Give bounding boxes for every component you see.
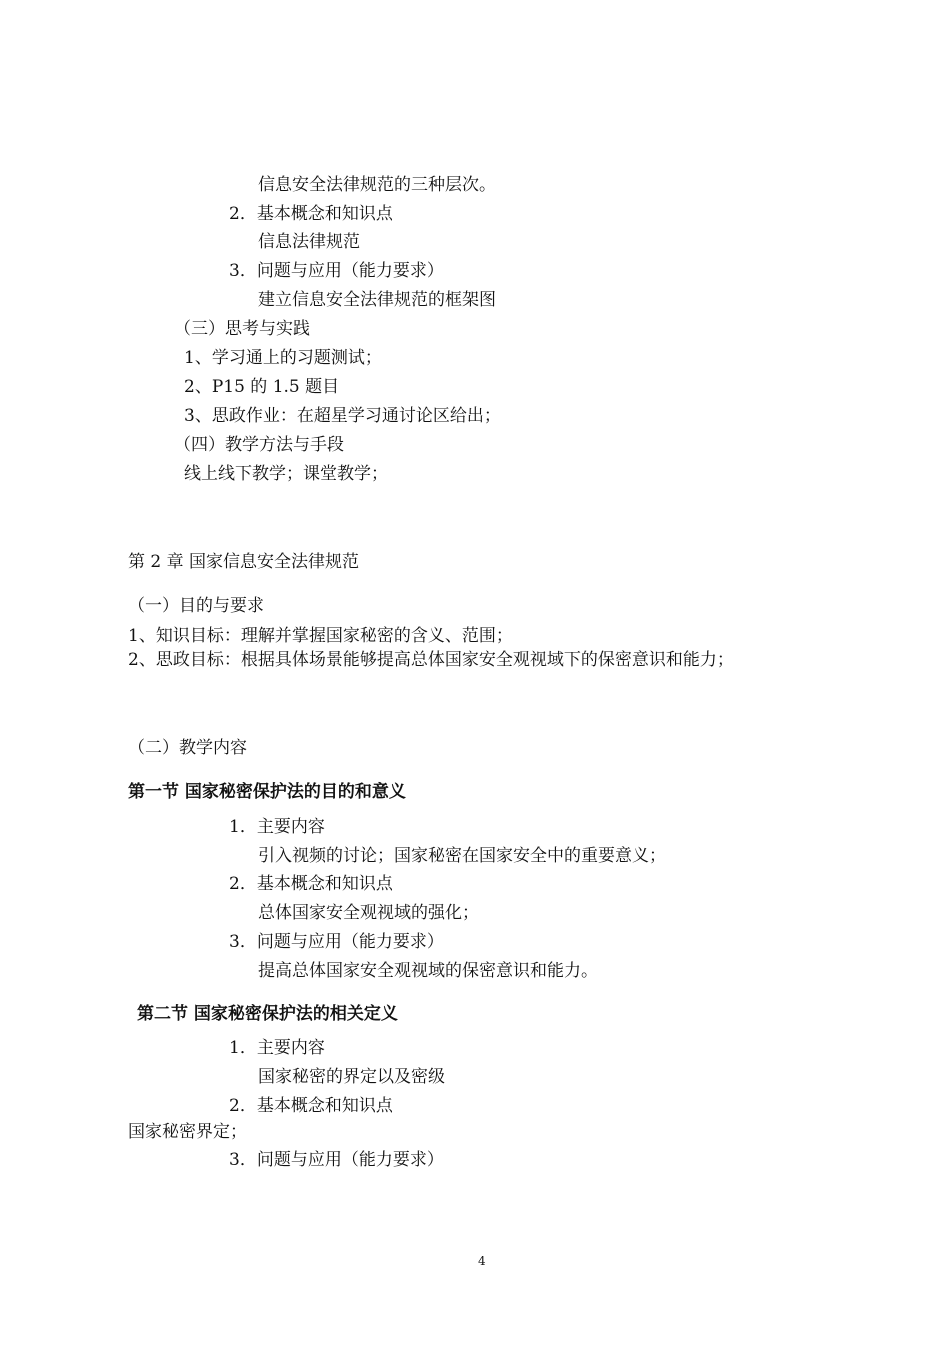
text-line: 国家秘密界定；	[128, 1122, 247, 1142]
text-line: 引入视频的讨论；国家秘密在国家安全中的重要意义；	[258, 846, 666, 866]
numbered-heading: 3．问题与应用（能力要求）	[229, 932, 444, 952]
subsection-title: 第一节 国家秘密保护法的目的和意义	[128, 782, 406, 802]
numbered-heading: 1．主要内容	[229, 817, 325, 837]
chapter-title: 第 2 章 国家信息安全法律规范	[128, 552, 360, 572]
list-item: 2、思政目标：根据具体场景能够提高总体国家安全观视域下的保密意识和能力；	[128, 650, 734, 670]
numbered-heading: 2．基本概念和知识点	[229, 1096, 393, 1116]
section-heading: （二）教学内容	[128, 738, 247, 758]
text-line: 总体国家安全观视域的强化；	[258, 903, 479, 923]
numbered-heading: 3．问题与应用（能力要求）	[229, 261, 444, 281]
text-line: 信息安全法律规范的三种层次。	[258, 175, 496, 195]
numbered-heading: 2．基本概念和知识点	[229, 204, 393, 224]
text-line: 线上线下教学；课堂教学；	[184, 464, 388, 484]
text-line: 信息法律规范	[258, 232, 360, 252]
list-item: 3、思政作业：在超星学习通讨论区给出；	[184, 406, 501, 426]
list-item: 1、知识目标：理解并掌握国家秘密的含义、范围；	[128, 626, 513, 646]
text-line: 建立信息安全法律规范的框架图	[258, 290, 496, 310]
section-heading: （三）思考与实践	[174, 319, 310, 339]
list-item: 1、学习通上的习题测试；	[184, 348, 382, 368]
text-line: 提高总体国家安全观视域的保密意识和能力。	[258, 961, 598, 981]
numbered-heading: 3．问题与应用（能力要求）	[229, 1150, 444, 1170]
numbered-heading: 2．基本概念和知识点	[229, 874, 393, 894]
subsection-title: 第二节 国家秘密保护法的相关定义	[137, 1004, 398, 1024]
list-item: 2、P15 的 1.5 题目	[184, 377, 340, 397]
section-heading: （一）目的与要求	[128, 596, 264, 616]
text-line: 国家秘密的界定以及密级	[258, 1067, 445, 1087]
numbered-heading: 1．主要内容	[229, 1038, 325, 1058]
section-heading: （四）教学方法与手段	[174, 435, 344, 455]
page-number: 4	[478, 1254, 486, 1268]
